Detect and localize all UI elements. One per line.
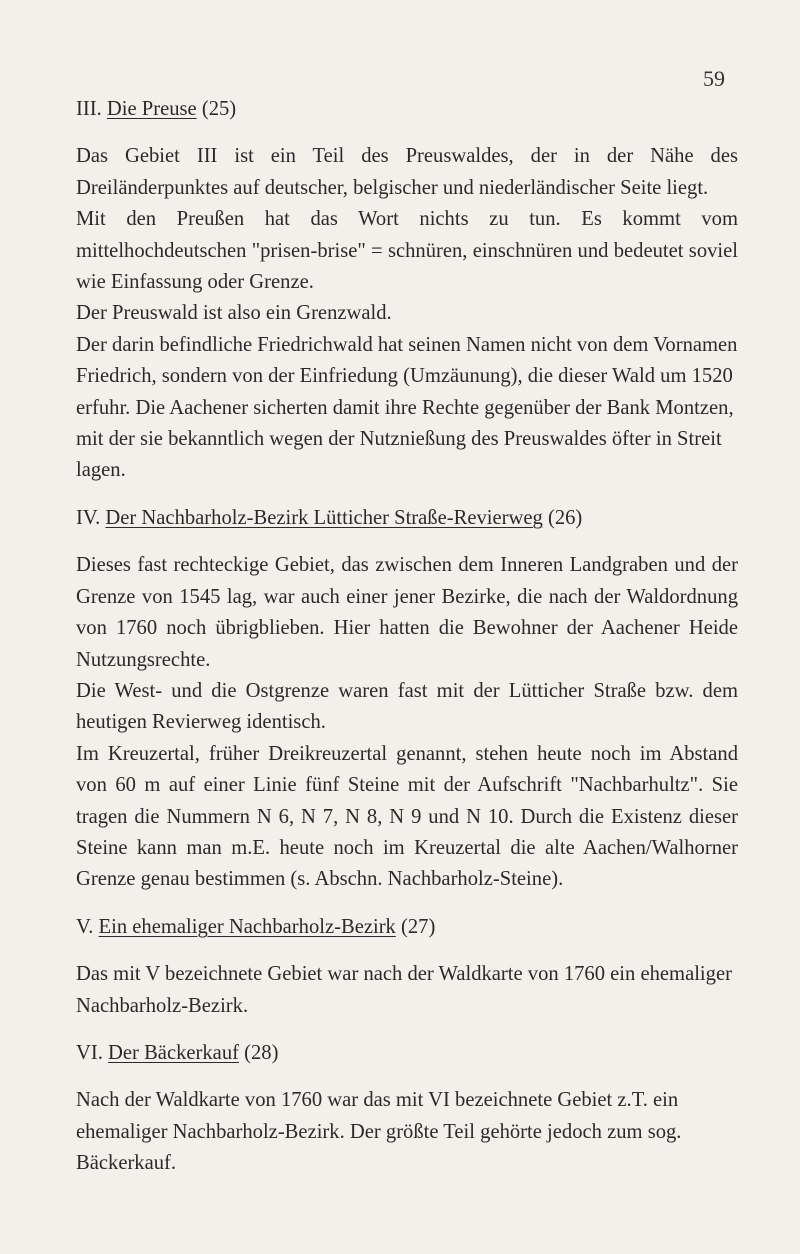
paragraph: Nach der Waldkarte von 1760 war das mit VI bezeichnete Gebiet z.T. ein ehemaliger Nachbarholz-Bezirk. Der größte Teil gehörte jedoch zum sog. Bäckerkauf. (76, 1089, 682, 1175)
paragraph: Mit den Preußen hat das Wort nichts zu tun. Es kommt vom mittelhochdeutschen "prisen-brise" = schnüren, einschnüren und bedeutet soviel wie Einfassung oder Grenze. (76, 208, 738, 294)
section-ref: (26) (547, 506, 583, 529)
section-ref: (25) (201, 98, 237, 120)
section-ref: (27) (401, 915, 436, 938)
section-title: Der Nachbarholz-Bezirk Lütticher Straße-Revierweg (105, 506, 543, 529)
paragraph: Das mit V bezeichnete Gebiet war nach der Waldkarte von 1760 ein ehemaliger Nachbarholz-Bezirk. (76, 963, 732, 1017)
paragraph: Die West- und die Ostgrenze waren fast mit der Lütticher Straße bzw. dem heutigen Revierweg identisch. (76, 679, 738, 734)
paragraph: Dieses fast rechteckige Gebiet, das zwischen dem Inneren Landgraben und der Grenze von 1545 lag, war auch einer jener Bezirke, die nach der Waldordnung von 1760 noch übrigblieben. Hier hatten die Bewohner der Aachener Heide Nutzungsrechte. (76, 554, 738, 671)
section-heading-vi (76, 1038, 738, 1069)
section-title: Die Preuse (106, 98, 197, 120)
paragraph: Der darin befindliche Friedrichwald hat seinen Namen nicht von dem Vornamen Friedrich, sondern von der Einfriedung (Umzäunung), die dieser Wald um 1520 erfuhr. Die Aachener sicherten damit ihre Rechte gegenüber der Bank Montzen, mit der sie bekanntlich wegen der Nutznießung des Preuswaldes öfter in Streit lagen. (76, 333, 738, 482)
paragraph: Im Kreuzertal, früher Dreikreuzertal genannt, stehen heute noch im Abstand von 60 m auf einer Linie fünf Steine mit der Aufschrift "Nachbarhultz". Sie tragen die Nummern N 6, N 7, N 8, N 9 und N 10. Durch die Existenz dieser Steine kann man m.E. heute noch im Kreuzertal die alte Aachen/Walhorner Grenze genau bestimmen (s. Abschn. Nachbarholz-Steine). (76, 742, 738, 891)
section-numeral: IV. (76, 506, 101, 529)
paragraph: Der Preuswald ist also ein Grenzwald. (76, 302, 392, 325)
section-ref: (28) (244, 1041, 279, 1064)
paragraph: Das Gebiet III ist ein Teil des Preuswaldes, der in der Nähe des Dreiländerpunktes auf deutscher, belgischer und niederländischer Seite liegt. (76, 145, 738, 199)
section-numeral: III. (76, 98, 102, 120)
section-title: Ein ehemaliger Nachbarholz-Bezirk (98, 915, 396, 938)
section-numeral: V. (76, 915, 94, 938)
section-numeral: VI. (76, 1041, 103, 1064)
page-body (76, 94, 738, 1180)
section-title: Der Bäckerkauf (108, 1041, 239, 1064)
section-heading-iii (76, 94, 738, 125)
section-heading-iv (76, 503, 738, 534)
section-heading-v (76, 912, 738, 943)
page-number: 59 (703, 66, 725, 91)
